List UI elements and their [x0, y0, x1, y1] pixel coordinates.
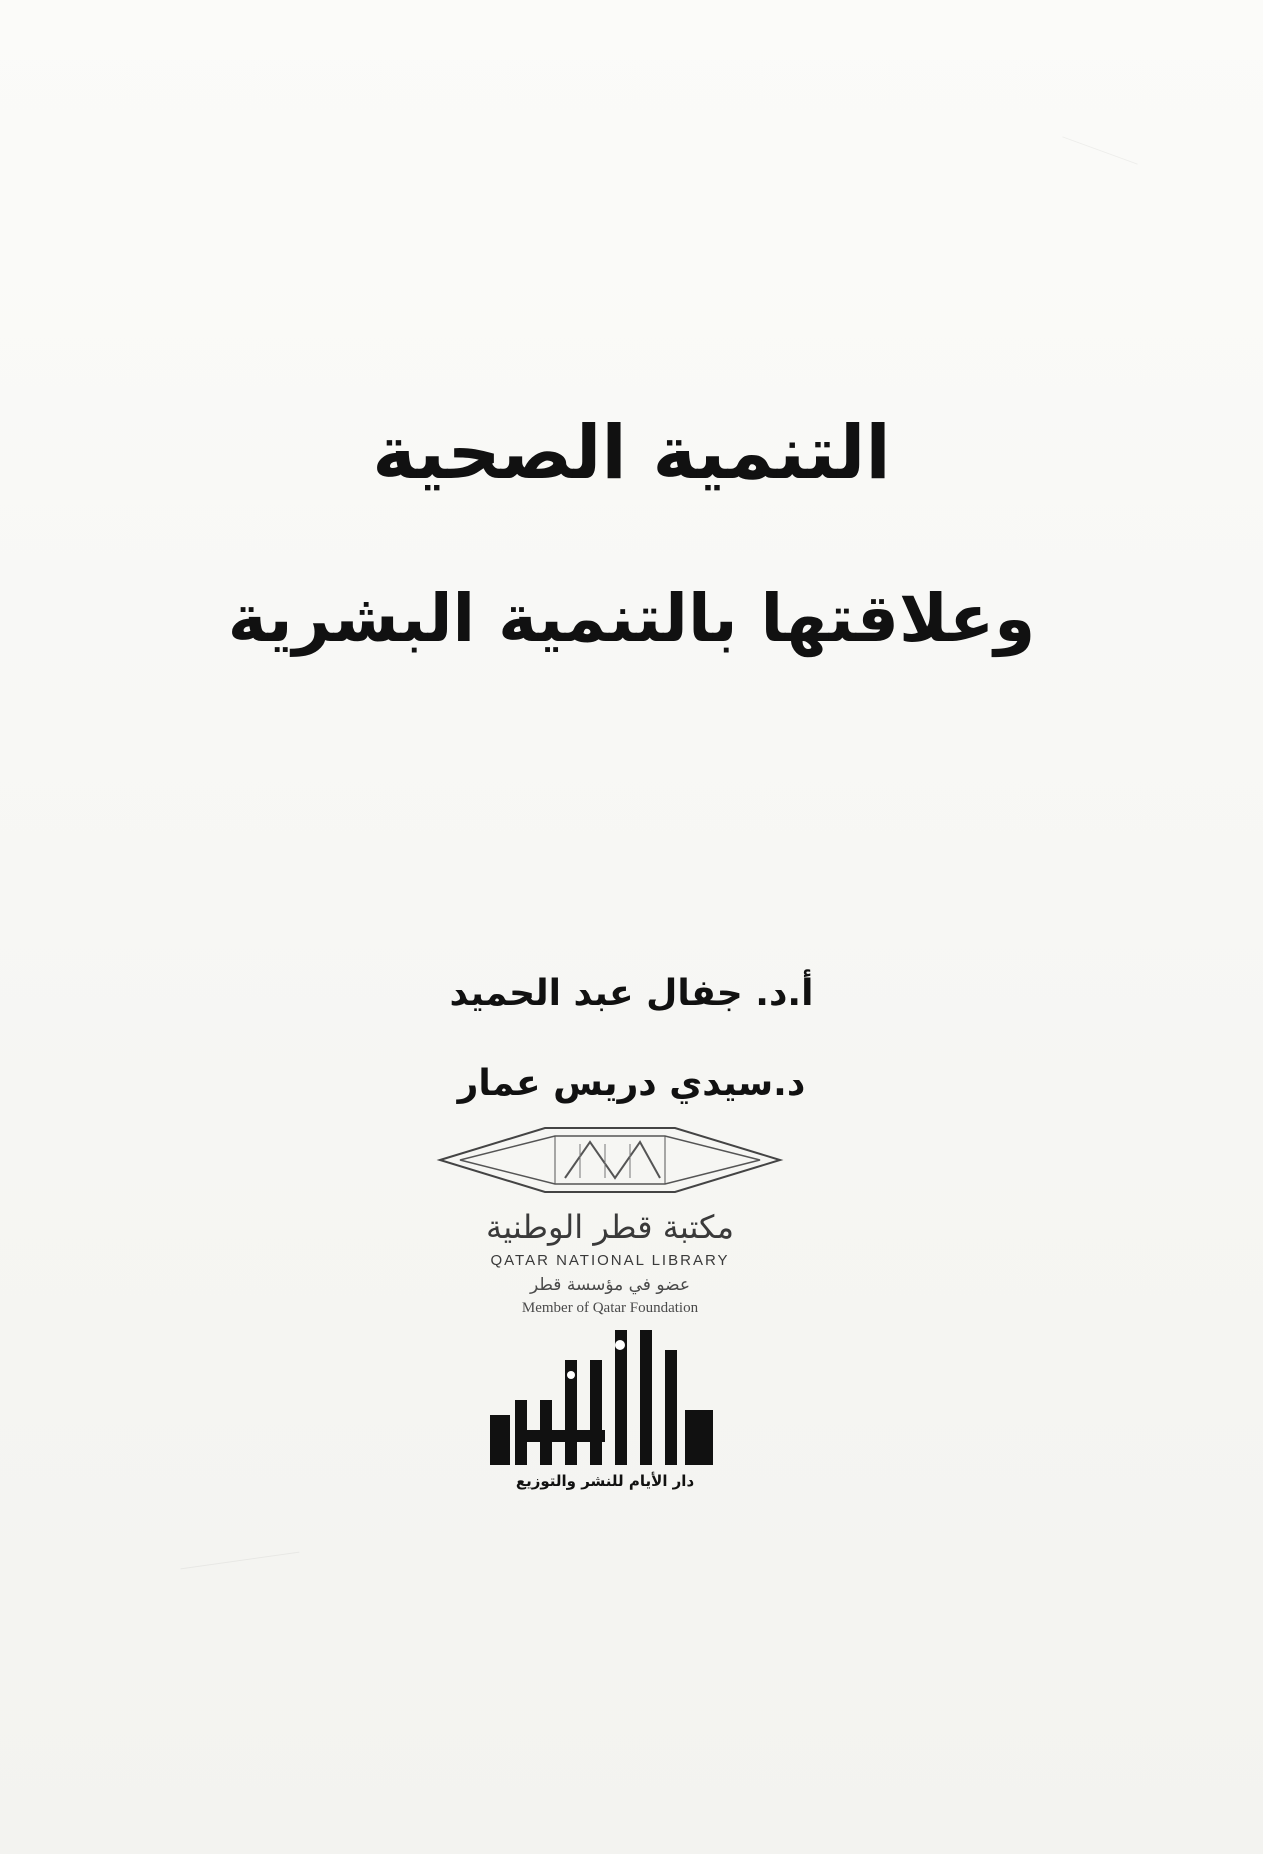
book-title-line2: وعلاقتها بالتنمية البشرية [227, 580, 1036, 657]
library-emblem-icon [430, 1120, 790, 1200]
page-scuff-mark [1062, 136, 1138, 164]
author-name-1: أ.د. جفال عبد الحميد [449, 973, 814, 1014]
book-title-line1: التنمية الصحية [372, 410, 891, 496]
library-member-en: Member of Qatar Foundation [521, 1300, 699, 1316]
publisher-logo-icon [470, 1320, 740, 1470]
library-name-en: QATAR NATIONAL LIBRARY [490, 1252, 730, 1269]
publisher-name: دار الأيام للنشر والتوزيع [515, 1472, 695, 1490]
publisher-logo [470, 1320, 740, 1510]
author-name-2: د.سيدي دريس عمار [457, 1063, 806, 1104]
library-name-ar: مكتبة قطر الوطنية [486, 1208, 734, 1246]
page-scuff-mark [181, 1552, 300, 1570]
library-member-ar: عضو في مؤسسة قطر [529, 1275, 691, 1295]
